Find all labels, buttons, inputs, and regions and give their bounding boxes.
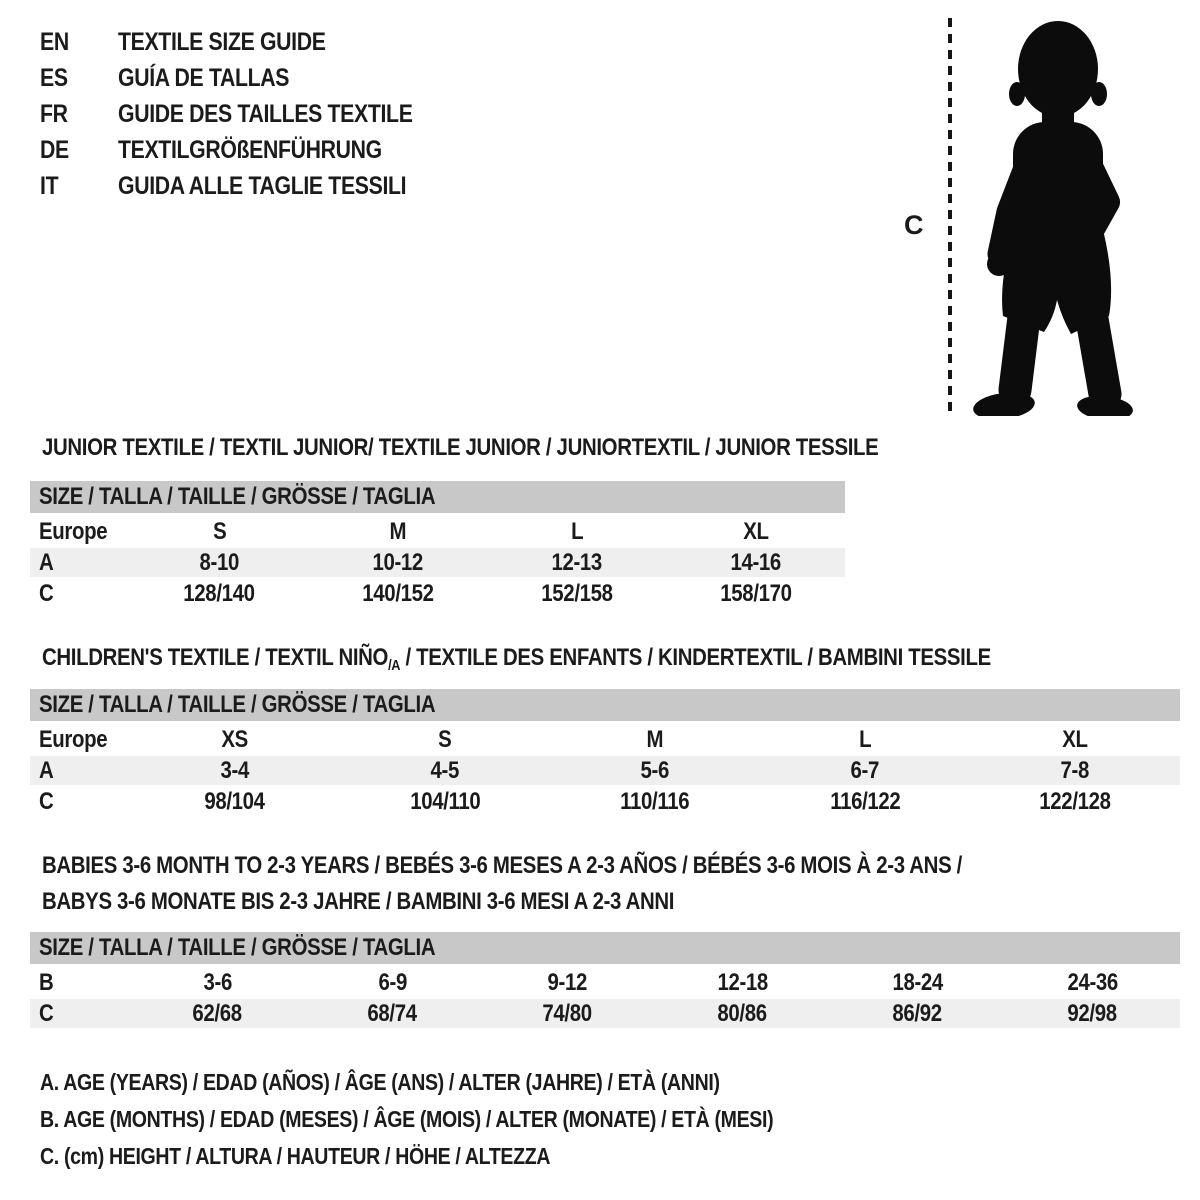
cell: 18-24 [892,968,943,996]
cell: 3-6 [203,968,232,996]
cell: 10-12 [372,548,424,576]
cell: 122/128 [1039,787,1111,815]
size-header-band: SIZE / TALLA / TAILLE / GRÖSSE / TAGLIA [30,689,1180,721]
children-size-table [30,689,1180,818]
title-subscript: /A [388,657,401,674]
cell: 5-6 [640,756,670,784]
table-row [30,517,845,548]
row-label: C [39,787,54,815]
section-title-junior: JUNIOR TEXTILE / TEXTIL JUNIOR/ TEXTILE JUNIOR / JUNIORTEXTIL / JUNIOR TESSILE [42,434,879,461]
row-label: Europe [39,517,108,545]
language-title: TEXTILE SIZE GUIDE [118,27,326,56]
cell: 152/158 [541,579,613,607]
row-label: C [39,999,54,1027]
language-code: DE [40,135,69,164]
legend [40,1064,903,1175]
cell: 62/68 [192,999,243,1027]
legend-line-c: C. (cm) HEIGHT / ALTURA / HAUTEUR / HÖHE / ALTEZZA [40,1143,551,1169]
section-title-children: CHILDREN'S TEXTILE / TEXTIL $NIÑO_{/A}$ / TEXTILE DES ENFANTS / KINDERTEXTIL / BAMBINI TESSILE [42,644,991,674]
row-label: B [39,968,54,996]
table-row [30,787,1180,818]
height-measure-dashed-line [948,18,952,416]
junior-size-table [30,481,845,610]
cell: 6-9 [378,968,407,996]
language-row-fr [40,96,465,132]
cell: 104/110 [409,787,481,815]
cell: 92/98 [1067,999,1118,1027]
legend-line-b: B. AGE (MONTHS) / EDAD (MESES) / ÂGE (MOIS) / ALTER (MONATE) / ETÀ (MESI) [40,1106,774,1132]
row-label: Europe [39,725,108,753]
language-title: GUIDE DES TAILLES TEXTILE [118,99,413,128]
cell: 74/80 [542,999,593,1027]
cell: 6-7 [850,756,880,784]
language-row-en [40,24,465,60]
cell: 128/140 [183,579,256,607]
language-code: EN [40,27,69,56]
row-label: A [39,756,54,784]
cell: 14-16 [730,548,781,576]
cell: M [389,517,407,545]
cell: 9-12 [547,968,588,996]
cell: S [438,725,452,753]
cell: L [570,517,583,545]
cell: 140/152 [362,579,434,607]
height-measure-label: C [904,210,924,240]
table-row [30,548,845,579]
language-row-es [40,60,465,96]
cell: XL [742,517,769,545]
table-row [30,756,1180,787]
language-code: FR [40,99,68,128]
cell: 158/170 [719,579,792,607]
language-title: GUÍA DE TALLAS [118,63,290,92]
cell: XS [221,725,249,753]
cell: 3-4 [220,756,250,784]
table-row [30,968,1180,999]
cell: 12-18 [717,968,768,996]
cell: 80/86 [717,999,768,1027]
cell: 68/74 [367,999,418,1027]
language-title: GUIDA ALLE TAGLIE TESSILI [118,171,407,200]
cell: 116/122 [829,787,901,815]
cell: S [212,517,227,545]
cell: 12-13 [551,548,603,576]
cell: 98/104 [204,787,266,815]
cell: M [646,725,664,753]
row-label: A [39,548,54,576]
language-row-de [40,132,465,168]
cell: 7-8 [1060,756,1090,784]
cell: 86/92 [892,999,943,1027]
section-title-babies-line2: BABYS 3-6 MONATE BIS 2-3 JAHRE / BAMBINI 3-6 MESI A 2-3 ANNI [42,888,675,915]
cell: 110/116 [620,787,690,815]
cell: XL [1062,725,1088,753]
toddler-silhouette-image [958,12,1148,416]
row-label: C [39,579,54,607]
babies-size-table [30,932,1180,1030]
table-row [30,725,1180,756]
language-list [40,24,465,204]
cell: 24-36 [1067,968,1118,996]
language-title: TEXTILGRÖßENFÜHRUNG [118,135,382,164]
size-header-band: SIZE / TALLA / TAILLE / GRÖSSE / TAGLIA [30,481,845,513]
language-code: IT [40,171,59,200]
section-title-babies-line1: BABIES 3-6 MONTH TO 2-3 YEARS / BEBÉS 3-6 MESES A 2-3 AÑOS / BÉBÉS 3-6 MOIS À 2-3 ANS / [42,852,963,879]
cell: 4-5 [430,756,460,784]
cell: 8-10 [199,548,240,576]
language-code: ES [40,63,68,92]
cell: L [858,725,872,753]
language-row-it [40,168,465,204]
table-row [30,999,1180,1030]
legend-line-a: A. AGE (YEARS) / EDAD (AÑOS) / ÂGE (ANS) / ALTER (JAHRE) / ETÀ (ANNI) [40,1069,720,1095]
table-row [30,579,845,610]
size-header-band: SIZE / TALLA / TAILLE / GRÖSSE / TAGLIA [30,932,1180,964]
